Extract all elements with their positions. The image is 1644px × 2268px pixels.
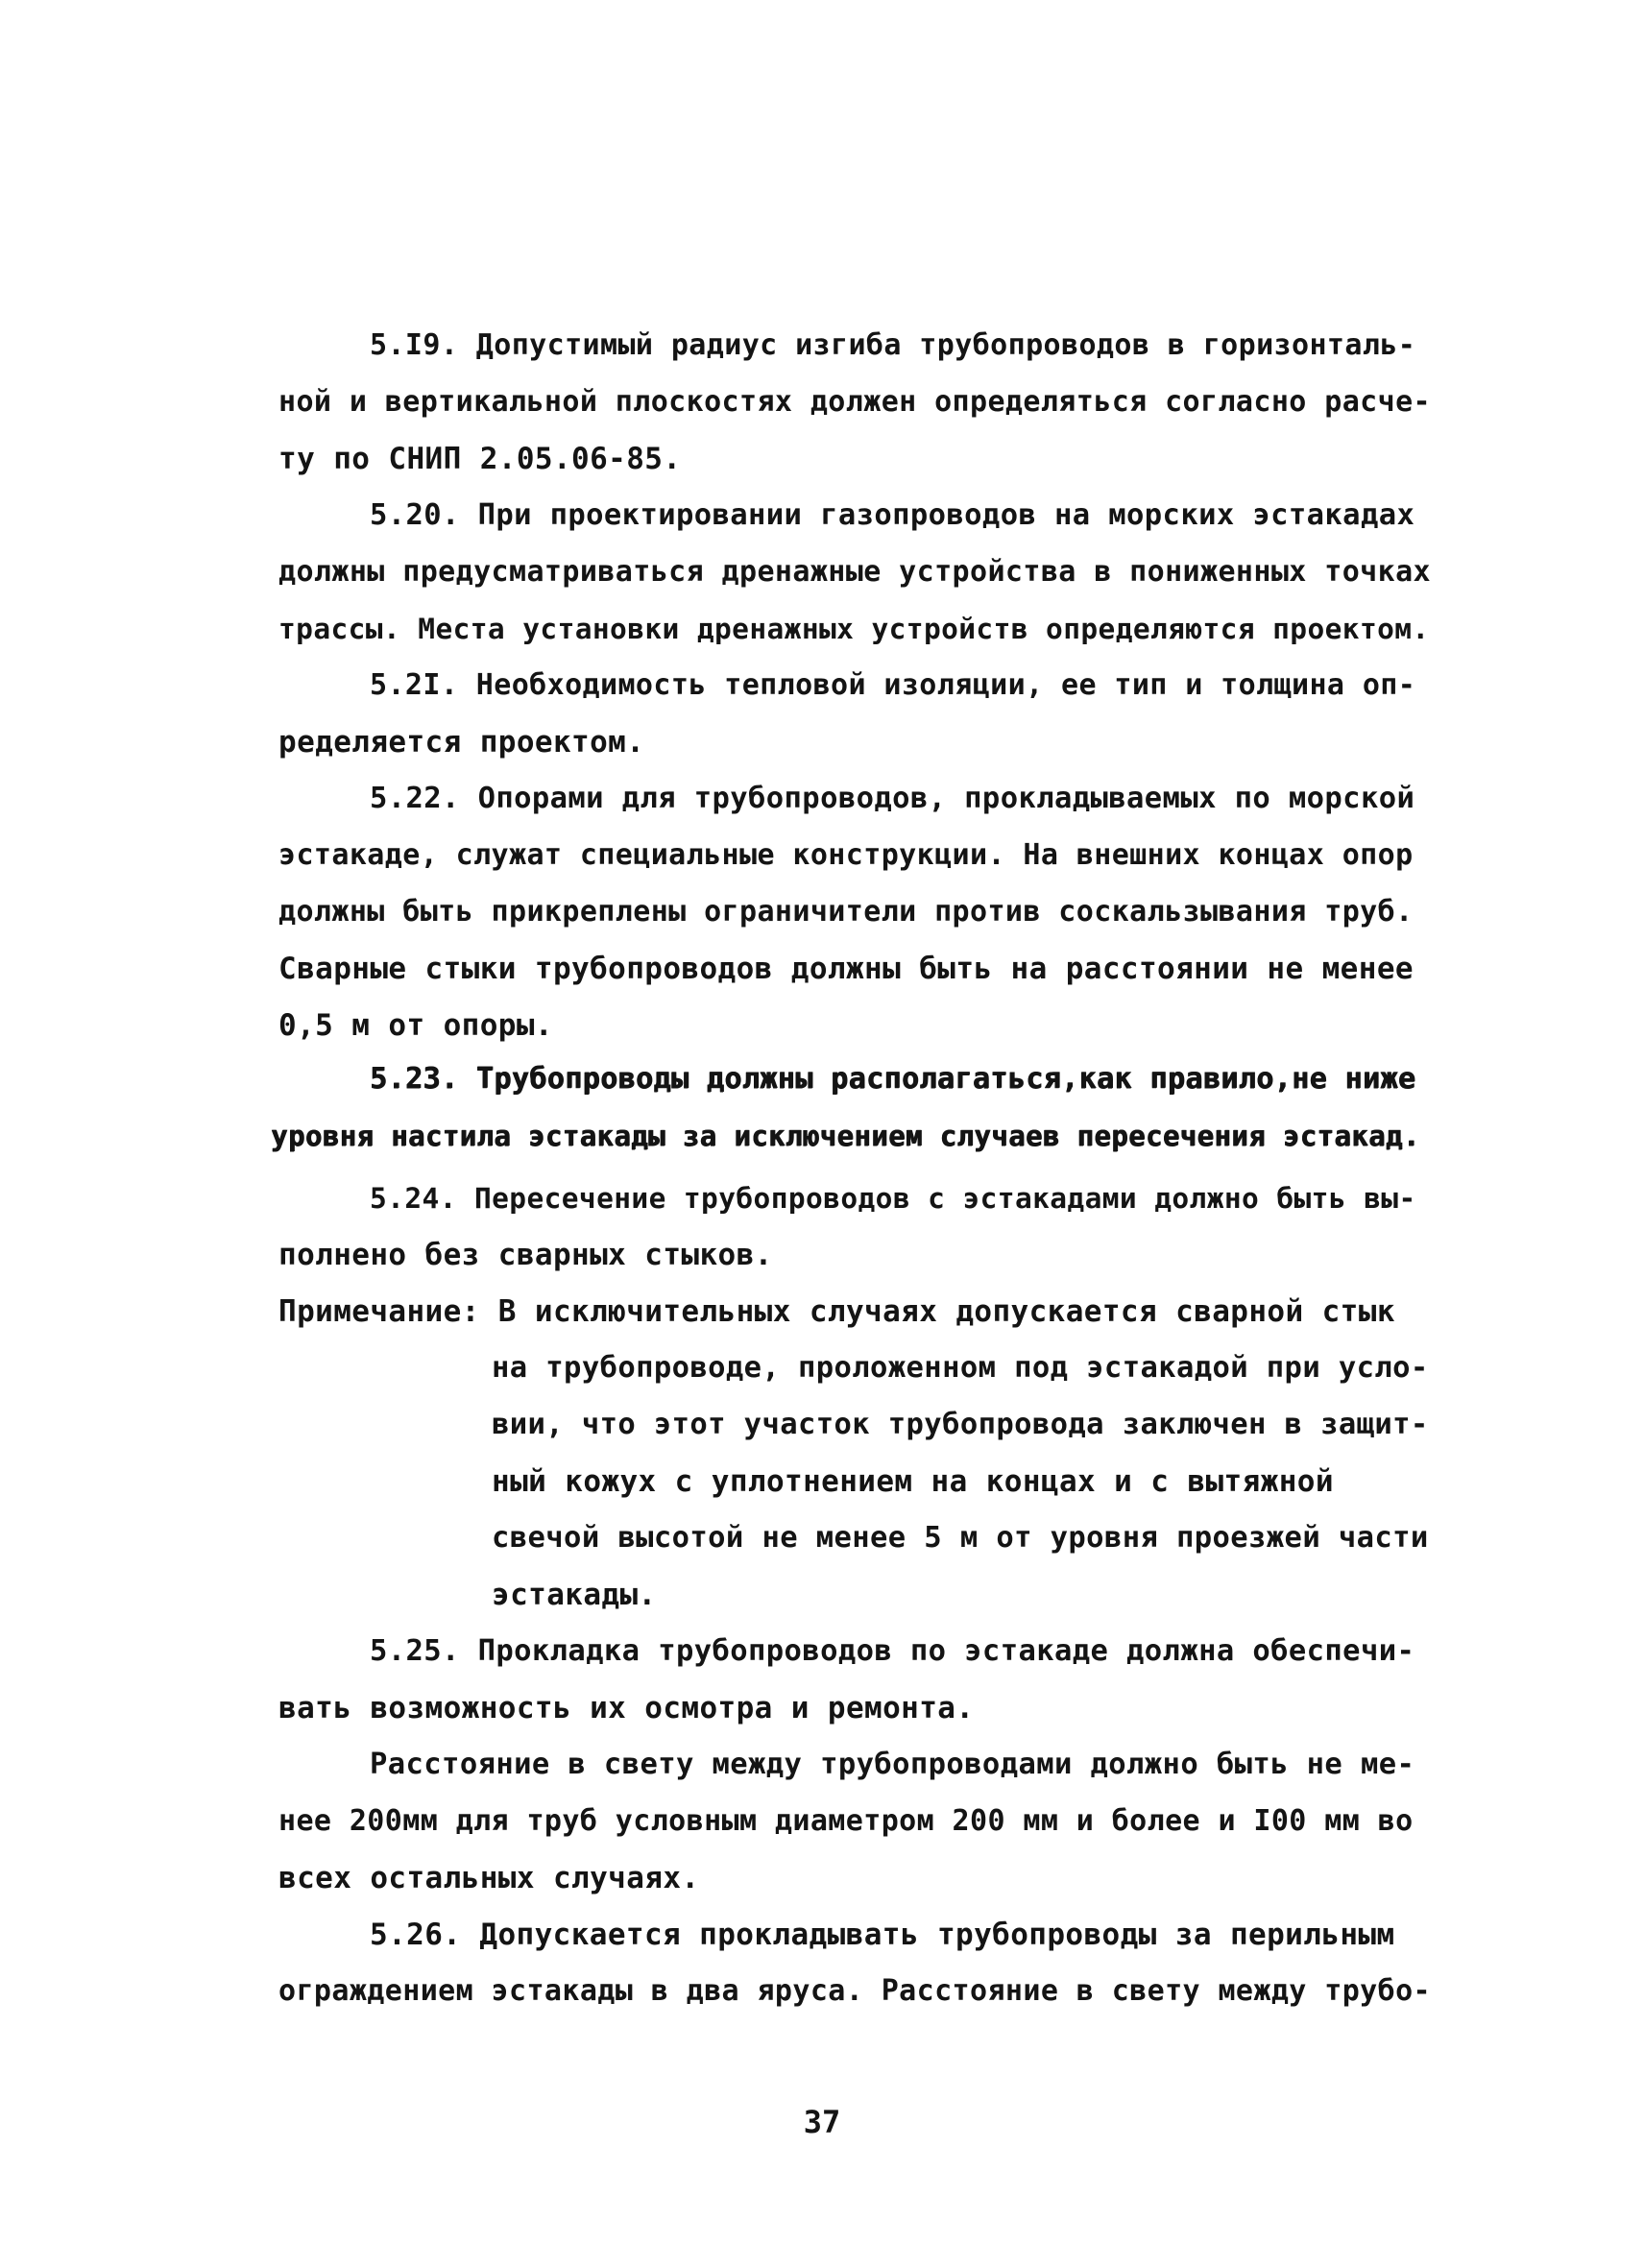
text-line: Расстояние в свету между трубопроводами должно быть не ме- [370, 1748, 1415, 1781]
text-line: 5.22. Опорами для трубопроводов, прокладываемых по морской [370, 782, 1415, 815]
text-line: 0,5 м от опоры. [278, 1008, 553, 1043]
page-number: 37 [803, 2104, 841, 2140]
text-line: уровня настила эстакады за исключением случаев пересечения эстакад. [271, 1120, 1420, 1152]
text-line: ной и вертикальной плоскостях должен определяться согласно расче- [278, 385, 1431, 419]
text-line: должны быть прикреплены ограничители против соскальзывания труб. [278, 895, 1414, 929]
note-line: ный кожух с уплотнением на концах и с вытяжной [492, 1464, 1334, 1499]
note-line: на трубопроводе, проложенном под эстакадой при усло- [492, 1351, 1429, 1385]
note-line: свечой высотой не менее 5 м от уровня проезжей части [492, 1521, 1429, 1555]
note-line: эстакады. [492, 1578, 657, 1612]
text-line: ту по СНИП 2.05.06-85. [278, 442, 682, 476]
text-line: 5.26. Допускается прокладывать трубопроводы за перильным [370, 1918, 1395, 1952]
text-line: 5.24. Пересечение трубопроводов с эстакадами должно быть вы- [370, 1182, 1416, 1215]
text-line: 5.I9. Допустимый радиус изгиба трубопроводов в горизонталь- [370, 328, 1416, 362]
text-line: эстакаде, служат специальные конструкции. На внешних концах опор [278, 838, 1414, 872]
text-line: должны предусматриваться дренажные устройства в пониженных точках [278, 555, 1431, 589]
text-line: 5.20. При проектировании газопроводов на морских эстакадах [370, 498, 1415, 532]
text-line: полнено без сварных стыков. [278, 1238, 773, 1272]
text-line: 5.2I. Необходимость тепловой изоляции, ее тип и толщина оп- [370, 668, 1416, 702]
text-line: ограждением эстакады в два яруса. Расстояние в свету между трубо- [278, 1974, 1431, 2008]
text-line: ределяется проектом. [278, 725, 645, 760]
note-line: вии, что этот участок трубопровода заключен в защит- [492, 1408, 1429, 1441]
text-line: всех остальных случаях. [278, 1861, 700, 1895]
text-line: 5.23. Трубопроводы должны располагаться,как правило,не ниже [370, 1062, 1416, 1096]
text-line: вать возможность их осмотра и ремонта. [278, 1691, 975, 1725]
text-line: трассы. Места установки дренажных устройств определяются проектом. [278, 613, 1430, 645]
note-label-line: Примечание: В исключительных случаях допускается сварной стык [278, 1294, 1395, 1329]
text-line: Сварные стыки трубопроводов должны быть на расстоянии не менее [278, 952, 1414, 986]
text-line: 5.25. Прокладка трубопроводов по эстакаде должна обеспечи- [370, 1634, 1415, 1668]
text-line: нее 200мм для труб условным диаметром 200 мм и более и I00 мм во [278, 1804, 1414, 1838]
